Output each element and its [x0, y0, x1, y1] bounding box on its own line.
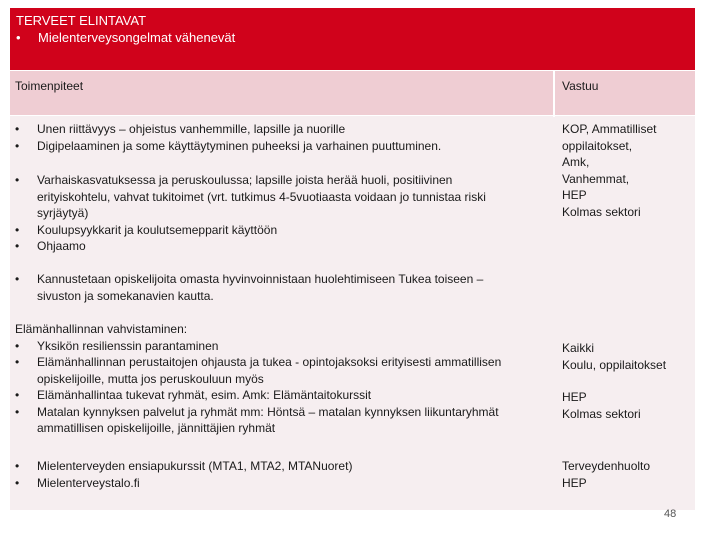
banner-title-line [16, 12, 689, 29]
list-item: • Matalan kynnyksen palvelut ja ryhmät mm: Höntsä – matalan kynnyksen liikuntaryhmät ammatillisen opiskelijoille, jännittäjien ryhmät [15, 404, 499, 435]
banner-subtitle-line [16, 29, 689, 46]
list-item: • Unen riittävyys – ohjeistus vanhemmille, lapsille ja nuorille [15, 122, 346, 136]
list-item: • Yksikön resilienssin parantaminen [15, 338, 219, 353]
page-number: 48 [664, 508, 677, 520]
bullet-icon: • [15, 459, 20, 473]
list-item: • Digipelaaminen ja some käyttäytyminen puheeksi ja varhainen puuttuminen. [15, 138, 442, 153]
bullet-icon: • [15, 338, 20, 353]
bullet-icon: • [15, 222, 20, 237]
measures-table [10, 70, 695, 510]
bullet-icon: • [15, 388, 20, 402]
action-group-mental-health-first-aid [15, 458, 545, 491]
action-group-student-wellbeing [15, 271, 525, 304]
banner-subtitle: Mielenterveysongelmat vähenevät [38, 30, 236, 45]
life-management-intro: Elämänhallinnan vahvistaminen: [15, 322, 188, 336]
bullet-icon: • [15, 138, 20, 153]
bullet-icon: • [15, 272, 20, 286]
list-item: • Koulupsyykkarit ja koulutsemepparit käyttöön [15, 222, 278, 237]
responsibility-cell-2b: HEP Kolmas sektori [562, 390, 641, 421]
bullet-icon: • [15, 475, 20, 490]
action-group-life-management [15, 321, 545, 437]
list-item: • Elämänhallinnan perustaitojen ohjausta ja tukea - opintojaksoksi erityisesti ammatillisen opiskelijoille, mutta jos peruskouluun myös [15, 355, 502, 386]
list-item: • Ohjaamo [15, 239, 86, 253]
bullet-icon: • [15, 122, 20, 136]
bullet-icon: • [15, 173, 20, 187]
list-item: • Elämänhallintaa tukevat ryhmät, esim. Amk: Elämäntaitokurssit [15, 388, 372, 402]
list-item: • Kannustetaan opiskelijoita omasta hyvinvoinnistaan huolehtimiseen Tukea toiseen – sivuston ja somekanavien kautta. [15, 272, 484, 303]
header-divider [553, 71, 555, 117]
list-item: • Mielenterveyden ensiapukurssit (MTA1, MTA2, MTANuoret) [15, 459, 353, 473]
bullet-icon: • [15, 355, 20, 369]
title-banner [10, 8, 695, 70]
action-group-sleep-digital [15, 121, 545, 154]
responsibility-cell-3: Terveydenhuolto HEP [562, 459, 651, 490]
action-group-early-education [15, 172, 515, 255]
list-item: • Mielenterveystalo.fi [15, 475, 140, 490]
responsibility-cell-1: KOP, Ammatilliset oppilaitokset, Amk, Vanhemmat, HEP Kolmas sektori [562, 122, 657, 219]
responsibility-cell-2a: Kaikki Koulu, oppilaitokset [562, 341, 667, 372]
bullet-icon: • [16, 30, 21, 45]
header-responsibility: Vastuu [562, 79, 599, 93]
banner-title: TERVEET ELINTAVAT [16, 13, 147, 28]
bullet-icon: • [15, 239, 20, 253]
bullet-icon: • [15, 404, 20, 419]
table-header-row [10, 70, 695, 116]
list-item: • Varhaiskasvatuksessa ja peruskoulussa; lapsille joista herää huoli, positiivinen erityiskohtelu, vahvat tukitoimet (vrt. tutkimus 4-5vuotiaasta voidaan jo tunnistaa riski syrjäytyä) [15, 173, 486, 220]
header-actions: Toimenpiteet [15, 79, 84, 93]
